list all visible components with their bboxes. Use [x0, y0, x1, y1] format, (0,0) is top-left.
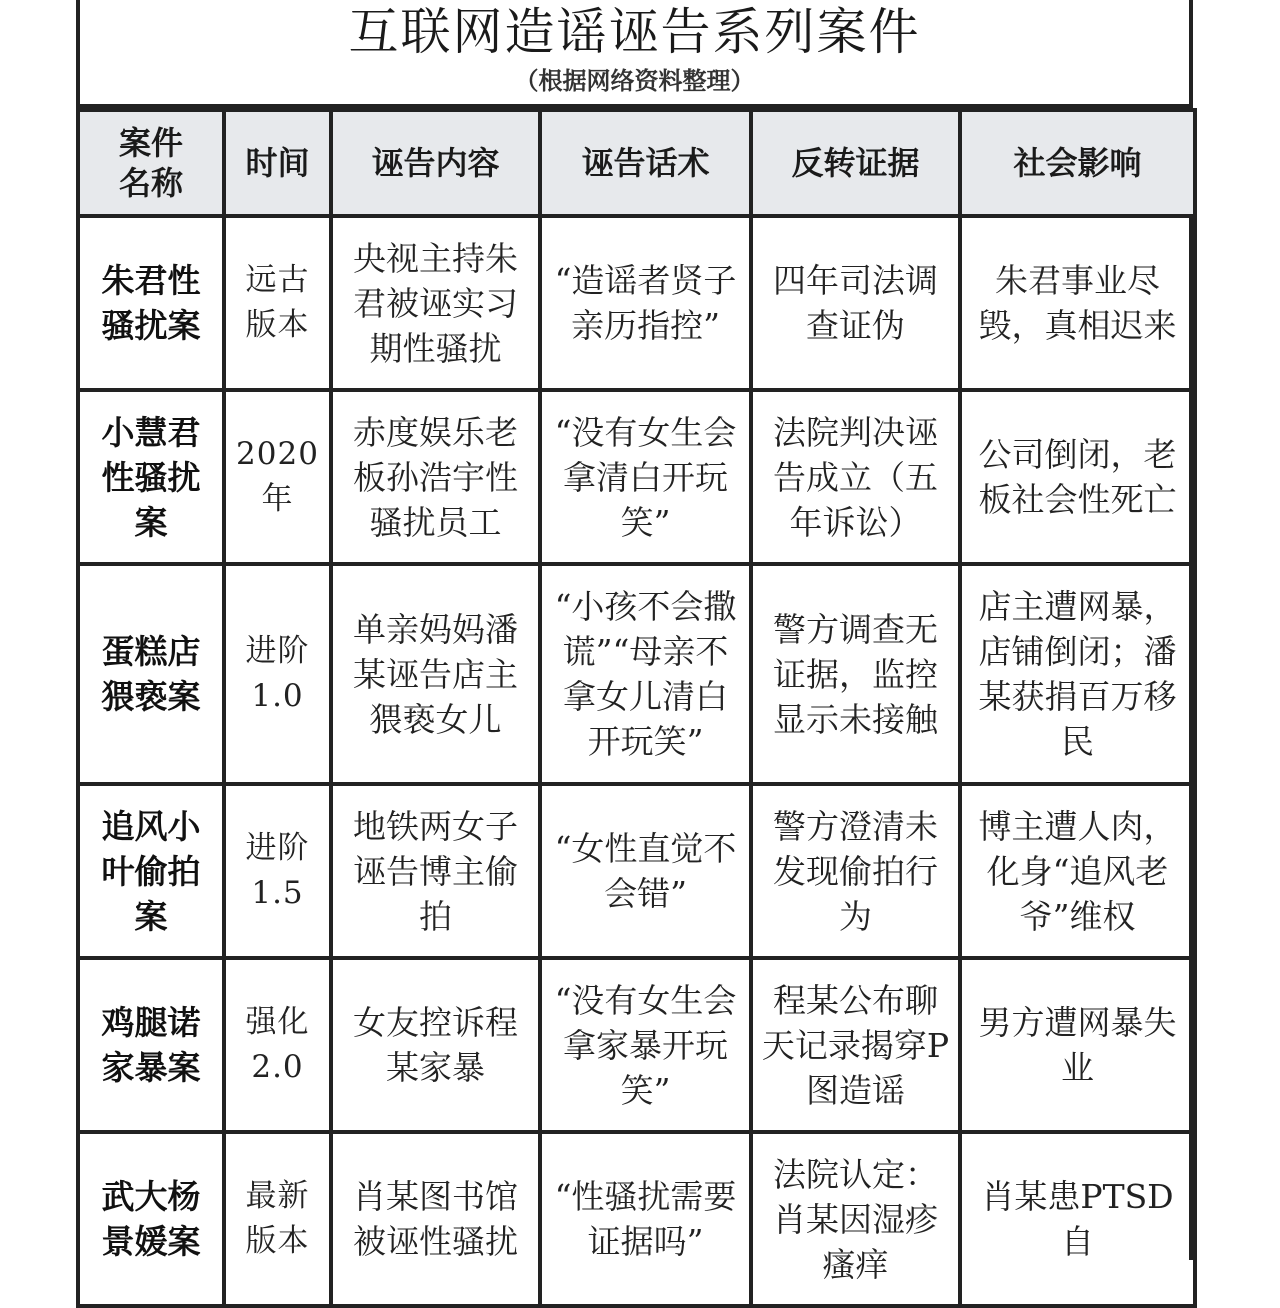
table-header-row — [78, 110, 1195, 216]
cell-case-name: 朱君性骚扰案 — [78, 216, 224, 390]
header-evidence: 反转证据 — [751, 110, 960, 216]
table-row — [78, 784, 1195, 958]
table-row — [78, 1132, 1195, 1306]
cell-rhetoric: “小孩不会撒谎”“母亲不拿女儿清白开玩笑” — [540, 564, 751, 784]
cell-evidence: 警方澄清未发现偷拍行为 — [751, 784, 960, 958]
cell-impact: 肖某患PTSD自 — [960, 1132, 1195, 1306]
cell-evidence: 四年司法调查证伪 — [751, 216, 960, 390]
cell-evidence: 警方调查无证据，监控显示未接触 — [751, 564, 960, 784]
cell-rhetoric: “没有女生会拿家暴开玩笑” — [540, 958, 751, 1132]
cell-content: 单亲妈妈潘某诬告店主猥亵女儿 — [331, 564, 540, 784]
cell-case-name: 鸡腿诺家暴案 — [78, 958, 224, 1132]
header-rhetoric: 诬告话术 — [540, 110, 751, 216]
cell-content: 赤度娱乐老板孙浩宇性骚扰员工 — [331, 390, 540, 564]
document-title: 互联网造谣诬告系列案件 — [348, 3, 921, 61]
cell-time: 最新版本 — [224, 1132, 331, 1306]
cell-case-name: 追风小叶偷拍案 — [78, 784, 224, 958]
cell-case-name: 蛋糕店猥亵案 — [78, 564, 224, 784]
cell-evidence: 程某公布聊天记录揭穿P图造谣 — [751, 958, 960, 1132]
header-time: 时间 — [224, 110, 331, 216]
cell-case-name: 武大杨景媛案 — [78, 1132, 224, 1306]
cell-time: 进阶1.0 — [224, 564, 331, 784]
cell-impact: 男方遭网暴失业 — [960, 958, 1195, 1132]
cell-time: 2020年 — [224, 390, 331, 564]
cell-content: 央视主持朱君被诬实习期性骚扰 — [331, 216, 540, 390]
cell-rhetoric: “女性直觉不会错” — [540, 784, 751, 958]
table-row — [78, 216, 1195, 390]
header-content: 诬告内容 — [331, 110, 540, 216]
title-block — [80, 0, 1189, 108]
cell-case-name: 小慧君性骚扰案 — [78, 390, 224, 564]
document-subtitle: （根据网络资料整理） — [514, 67, 755, 95]
table-row — [78, 958, 1195, 1132]
cell-rhetoric: “造谣者贤子亲历指控” — [540, 216, 751, 390]
cell-impact: 店主遭网暴，店铺倒闭；潘某获捐百万移民 — [960, 564, 1195, 784]
table-row — [78, 564, 1195, 784]
cell-time: 强化2.0 — [224, 958, 331, 1132]
cell-content: 地铁两女子诬告博主偷拍 — [331, 784, 540, 958]
cell-evidence: 法院判决诬告成立（五年诉讼） — [751, 390, 960, 564]
header-impact: 社会影响 — [960, 110, 1195, 216]
header-case-name: 案件名称 — [78, 110, 224, 216]
document-sheet — [76, 0, 1193, 1284]
cell-content: 女友控诉程某家暴 — [331, 958, 540, 1132]
cell-content: 肖某图书馆被诬性骚扰 — [331, 1132, 540, 1306]
cell-time: 进阶1.5 — [224, 784, 331, 958]
cell-rhetoric: “没有女生会拿清白开玩笑” — [540, 390, 751, 564]
cell-time: 远古版本 — [224, 216, 331, 390]
table-row — [78, 390, 1195, 564]
cell-impact: 博主遭人肉，化身“追风老爷”维权 — [960, 784, 1195, 958]
cases-table — [76, 108, 1197, 1308]
cell-evidence: 法院认定：肖某因湿疹瘙痒 — [751, 1132, 960, 1306]
cell-rhetoric: “性骚扰需要证据吗” — [540, 1132, 751, 1306]
cell-impact: 公司倒闭，老板社会性死亡 — [960, 390, 1195, 564]
cell-impact: 朱君事业尽毁，真相迟来 — [960, 216, 1195, 390]
